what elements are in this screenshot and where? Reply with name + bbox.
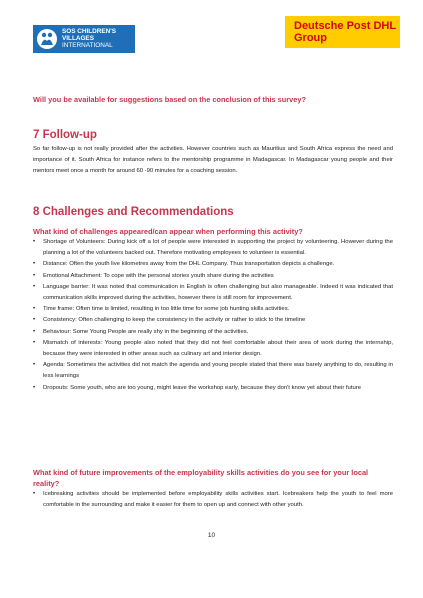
improvements-question: What kind of future improvements of the employability skills activities do you see for your local reality? — [33, 468, 369, 488]
list-item: • Emotional Attachment: To cope with the personal stories youth share during the activities — [33, 271, 393, 282]
list-item: • Distance: Often the youth live kilometres away from the DHL Company. Thus transportation depicts a challenge. — [33, 259, 393, 270]
sos-logo-line-3: INTERNATIONAL — [62, 42, 113, 50]
list-item: • Consistency: Often challenging to keep the consistency in the activity or rather to stick to the timeline — [33, 315, 393, 326]
survey-question-top: Will you be available for suggestions based on the conclusion of this survey? — [33, 95, 307, 104]
challenges-list — [33, 237, 393, 394]
list-item: • Shortage of Volunteers: During kick off a lot of people were interested in supporting the project by volunteering. However during the planning a lot of the volunteers backed out. Therefore motivating employees to volunteer is essential. — [33, 237, 393, 259]
deutsche-post-dhl-logo — [285, 16, 400, 48]
sos-logo-text — [62, 28, 116, 50]
list-item: • Agenda: Sometimes the activities did not match the agenda and young people stated that there was barely anything to do, resulting in less learnings — [33, 360, 393, 382]
list-item: • Behaviour: Some Young People are really shy in the beginning of the activities. — [33, 327, 393, 338]
list-item: • Language barrier: It was noted that communication in English is often challenging but also manageable. Indeed it was indicated that communication skills improved during the activities, however there is still room for improvement. — [33, 282, 393, 304]
list-item: • Mismatch of interests: Young people also noted that they did not feel comfortable about their area of work during the internship, because they were interested in other areas such as culinary art and interior design. — [33, 338, 393, 360]
dhl-logo-line-2: Group — [294, 32, 327, 44]
improvements-list — [33, 489, 393, 511]
dhl-logo-text — [294, 20, 396, 44]
list-item: • Dropouts: Some youth, who are too young, might leave the workshop early, because they don't know yet about their future — [33, 383, 393, 394]
sos-logo-icon — [36, 28, 58, 50]
section-7-heading: 7 Follow-up — [33, 129, 97, 141]
challenges-question: What kind of challenges appeared/can appear when performing this activity? — [33, 227, 303, 236]
list-item: • Time frame: Often time is limited, resulting in too little time for some job hunting skills activities. — [33, 304, 393, 315]
section-7-paragraph: So far follow-up is not really provided after the activities. However countries such as Mauritius and South Africa express the need and importance of it. South Africa for instance refers to the mentorship programme in Madagascar. In Madagascar young people and their mentors meet once a month for around 60 -90 minutes for a coaching session. — [33, 146, 393, 175]
sos-logo-line-1: SOS CHILDREN'S — [62, 28, 117, 35]
list-item: • Icebreaking activities should be implemented before employability skills activities start. Icebreakers help the youth to feel more comfortable in the surrounding and make it easier for them to open up and connect with other youth. — [33, 489, 393, 511]
sos-childrens-villages-logo — [33, 25, 135, 53]
sos-logo-line-2: VILLAGES — [62, 35, 94, 43]
dhl-logo-line-1: Deutsche Post DHL — [294, 20, 397, 32]
section-8-heading: 8 Challenges and Recommendations — [33, 206, 234, 218]
page-number: 10 — [207, 532, 216, 539]
